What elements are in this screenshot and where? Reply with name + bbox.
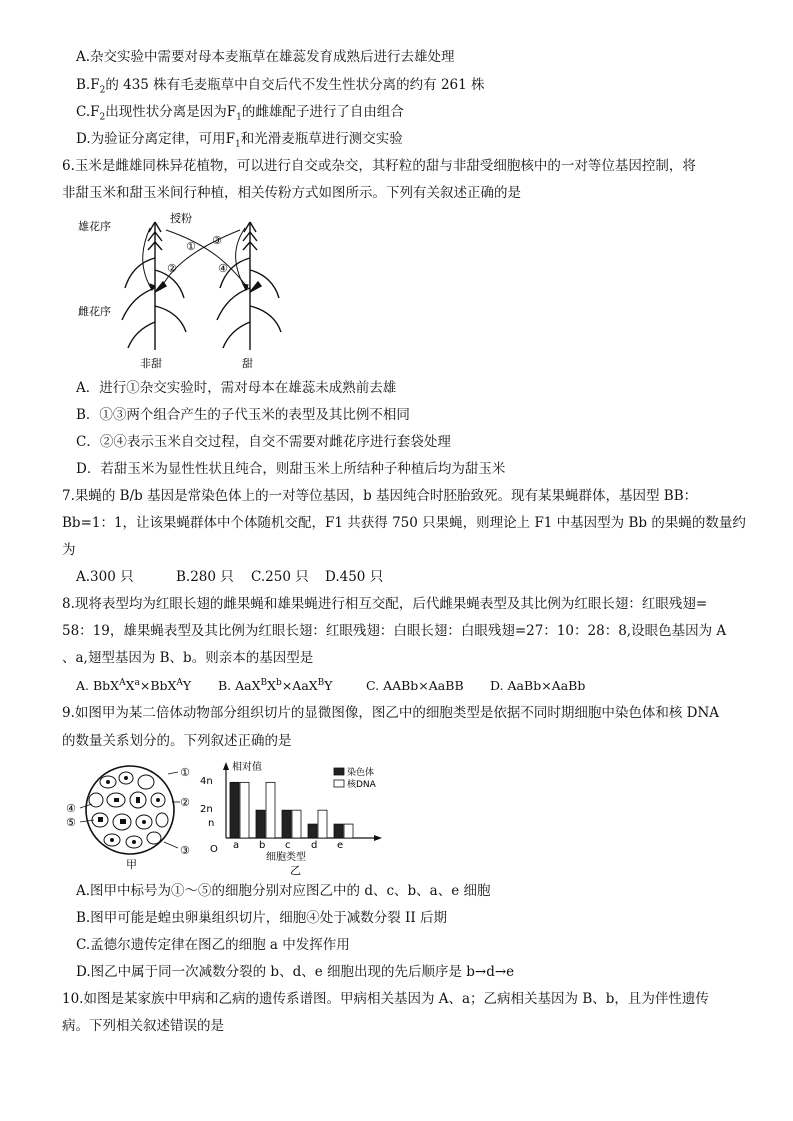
q8-stem-line1: 8.现将表型均为红眼长翅的雌果蝇和雄果蝇进行相互交配，后代雌果蝇表型及其比例为红眼长翅：红眼残翅= — [62, 596, 708, 612]
cell-type-bar-chart — [196, 758, 386, 876]
path-2-label: ② — [167, 262, 177, 275]
q8-stem-line3: 、a,翅型基因为 B、b。则亲本的基因型是 — [62, 650, 314, 666]
path-1-label: ① — [186, 240, 196, 253]
bar-d-chromosome — [308, 824, 317, 838]
q10-stem-line1: 10.如图是某家族中甲病和乙病的遗传系谱图。甲病相关基因为 A、a；乙病相关基因为 B、b，且为伴性遗传 — [62, 991, 709, 1007]
q9-stem-line2: 的数量关系划分的。下列叙述正确的是 — [62, 733, 292, 749]
q8-option-a: A. $BbX^AX^a\times BbX^AY$ — [76, 677, 192, 693]
legend-swatch-chromosome — [334, 768, 344, 775]
non-sweet-label: 非甜 — [140, 357, 162, 370]
chart-legend — [334, 766, 377, 790]
cell-2-label: ② — [180, 796, 190, 809]
q8-option-b: B. $AaX^BX^b\times AaX^BY$ — [218, 677, 333, 693]
bar-d-dna — [318, 810, 327, 838]
cell-1-label: ① — [180, 766, 190, 779]
q7-option-a: A.300 只 — [76, 569, 134, 585]
legend-label-dna: 核DNA — [347, 780, 376, 790]
q7-stem-line2: Bb=1：1，让该果蝇群体中个体随机交配，F1 共获得 750 只果蝇，则理论上 F1 中基因型为 Bb 的果蝇的数量约 — [62, 515, 746, 531]
bar-e-chromosome — [334, 824, 343, 838]
y-tick-n: n — [208, 818, 215, 829]
q6-stem-line1: 6.玉米是雌雄同株异花植物，可以进行自交或杂交，其籽粒的甜与非甜受细胞核中的一对等位基因控制，将 — [62, 158, 696, 174]
figure-yi-caption: 乙 — [290, 864, 301, 876]
maize-pollination-figure — [70, 210, 310, 370]
x-axis-arrow — [374, 835, 382, 841]
q10-stem-line2: 病。下列相关叙述错误的是 — [62, 1018, 224, 1034]
male-inflorescence-label: 雄花序 — [78, 220, 111, 233]
q8-option-c: C. AABb×AaBB — [366, 678, 464, 693]
q5-option-b: $B.F_2$的 435 株有毛麦瓶草中自交后代不发生性状分离的约有 261 株 — [76, 77, 485, 96]
category-label-a: a — [233, 840, 240, 851]
q8-options — [76, 676, 756, 696]
bar-e-dna — [344, 824, 353, 838]
bar-b-dna — [266, 782, 275, 838]
cell-3-label: ③ — [180, 844, 190, 857]
q5-option-c: $C.F_2$出现性状分离是因为$F_1$的雌雄配子进行了自由组合 — [76, 104, 404, 123]
bar-a-chromosome — [230, 782, 239, 838]
q9-stem-line1: 9.如图甲为某二倍体动物部分组织切片的显微图像，图乙中的细胞类型是依据不同时期细胞中染色体和核 DNA — [62, 705, 720, 721]
pollination-label: 授粉 — [170, 212, 192, 225]
q9-option-a: A.图甲中标号为①～⑤的细胞分别对应图乙中的 d、c、b、a、e 细胞 — [76, 883, 491, 899]
q7-option-c: C.250 只 — [251, 569, 309, 585]
category-labels — [233, 840, 343, 851]
bar-group — [230, 782, 353, 838]
category-label-b: b — [259, 840, 266, 851]
q9-option-b: B.图甲可能是蝗虫卵巢组织切片，细胞④处于减数分裂 II 后期 — [76, 910, 447, 926]
q5-option-a: A.杂交实验中需要对母本麦瓶草在雄蕊发育成熟后进行去雄处理 — [76, 49, 455, 65]
bar-a-dna — [240, 782, 249, 838]
path-3-label: ③ — [212, 234, 222, 247]
q8-stem-line2: 58：19，雄果蝇表型及其比例为红眼长翅：红眼残翅：白眼长翅：白眼残翅=27：10：28：8,设眼色基因为 A — [62, 623, 727, 639]
q7-stem-line3: 为 — [62, 542, 76, 558]
path-4-label: ④ — [218, 262, 228, 275]
y-tick-4n: 4n — [200, 776, 213, 787]
q6-option-a: A．进行①杂交实验时，需对母本在雄蕊未成熟前去雄 — [76, 380, 397, 396]
cell-5-label: ⑤ — [66, 816, 76, 829]
figure-jia-caption: 甲 — [126, 858, 137, 871]
y-axis-arrow — [223, 762, 229, 770]
q5-option-d: D.为验证分离定律，可用$F_1$和光滑麦瓶草进行测交实验 — [76, 131, 403, 150]
x-axis-label: 细胞类型 — [266, 852, 306, 863]
female-inflorescence-label: 雌花序 — [78, 305, 111, 318]
q6-option-b: B．①③两个组合产生的子代玉米的表型及其比例不相同 — [76, 407, 410, 423]
bar-b-chromosome — [256, 810, 265, 838]
bar-c-dna — [292, 810, 301, 838]
origin-label: O — [210, 844, 218, 855]
chart-title: 相对值 — [232, 762, 262, 773]
sweet-maize-plant — [217, 222, 281, 350]
category-label-e: e — [337, 840, 344, 851]
bar-c-chromosome — [282, 810, 291, 838]
q6-stem-line2: 非甜玉米和甜玉米间行种植，相关传粉方式如图所示。下列有关叙述正确的是 — [62, 185, 521, 201]
tissue-section-figure — [60, 760, 200, 872]
cell-4-label: ④ — [66, 802, 76, 815]
q8-option-d: D. AaBb×AaBb — [490, 678, 586, 693]
y-tick-2n: 2n — [200, 804, 213, 815]
q7-stem-line1: 7.果蝇的 B/b 基因是常染色体上的一对等位基因，b 基因纯合时胚胎致死。现有某果蝇群体，基因型 BB： — [62, 488, 698, 504]
bar-chart-svg — [196, 758, 386, 876]
q7-option-d: D.450 只 — [325, 569, 384, 585]
legend-swatch-dna — [334, 780, 344, 787]
category-label-d: d — [311, 840, 318, 851]
q9-option-c: C.孟德尔遗传定律在图乙的细胞 a 中发挥作用 — [76, 937, 350, 953]
q6-option-d: D．若甜玉米为显性性状且纯合，则甜玉米上所结种子种植后均为甜玉米 — [76, 461, 506, 477]
q6-option-c: C．②④表示玉米自交过程，自交不需要对雌花序进行套袋处理 — [76, 434, 451, 450]
q9-option-d: D.图乙中属于同一次减数分裂的 b、d、e 细胞出现的先后顺序是 b→d→e — [76, 964, 515, 980]
sweet-label: 甜 — [242, 357, 253, 370]
category-label-c: c — [285, 840, 291, 851]
q7-option-b: B.280 只 — [176, 569, 234, 585]
q7-options — [76, 567, 756, 587]
legend-label-chromosome: 染色体 — [347, 768, 375, 778]
